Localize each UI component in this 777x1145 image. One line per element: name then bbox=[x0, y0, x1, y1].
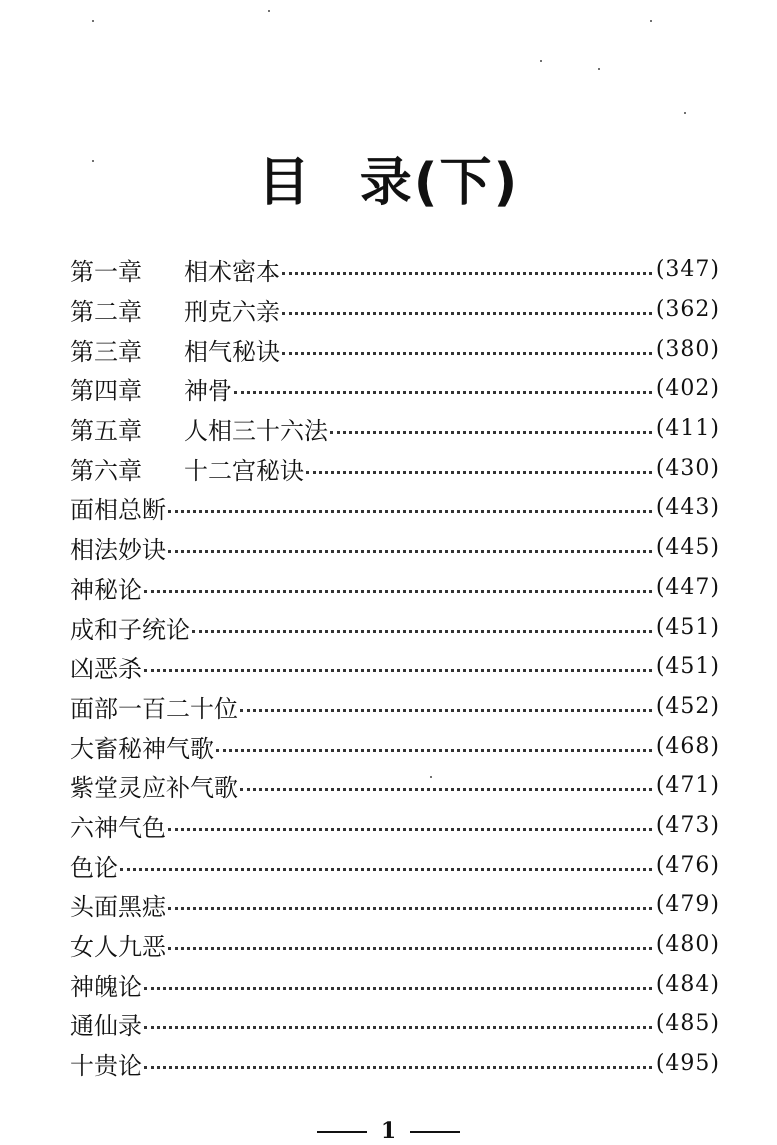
toc-entry-title: 凶恶杀 bbox=[70, 655, 142, 684]
toc-entry-title: 相法妙诀 bbox=[70, 536, 166, 565]
toc-entry-title: 神魄论 bbox=[70, 972, 142, 1001]
toc-entry[interactable] bbox=[70, 369, 720, 409]
toc-chapter-label: 第一章 bbox=[70, 258, 142, 287]
toc-dot-leader bbox=[306, 471, 652, 474]
scan-speck bbox=[540, 60, 542, 62]
toc-dot-leader bbox=[144, 669, 652, 672]
toc-dot-leader bbox=[120, 868, 652, 871]
toc-entry-title: 十贵论 bbox=[70, 1052, 142, 1081]
toc-page-number: (485) bbox=[655, 1011, 720, 1037]
toc-entry[interactable] bbox=[70, 925, 720, 965]
toc-chapter-label: 第五章 bbox=[70, 417, 142, 446]
toc-entry-title: 神骨 bbox=[184, 377, 232, 406]
toc-dot-leader bbox=[240, 788, 652, 791]
toc-page-number: (495) bbox=[655, 1051, 720, 1077]
toc-page-number: (479) bbox=[655, 892, 720, 918]
toc-dot-leader bbox=[234, 391, 652, 394]
title-main: 目 bbox=[257, 153, 312, 213]
toc-entry-title: 十二宫秘诀 bbox=[184, 456, 304, 485]
toc-chapter-label: 第六章 bbox=[70, 456, 142, 485]
toc-entry[interactable] bbox=[70, 885, 720, 925]
title-sub: 录(下) bbox=[359, 153, 520, 213]
table-of-contents bbox=[70, 250, 720, 1083]
toc-dot-leader bbox=[144, 987, 652, 990]
toc-entry[interactable] bbox=[70, 329, 720, 369]
toc-entry-title: 六神气色 bbox=[70, 813, 166, 842]
toc-page-number: (445) bbox=[655, 535, 720, 561]
toc-entry[interactable] bbox=[70, 528, 720, 568]
toc-page-number: (430) bbox=[655, 455, 720, 481]
toc-entry-title: 成和子统论 bbox=[70, 615, 190, 644]
toc-page-number: (452) bbox=[655, 693, 720, 719]
toc-entry[interactable] bbox=[70, 964, 720, 1004]
toc-entry-title: 紫堂灵应补气歌 bbox=[70, 774, 238, 803]
toc-dot-leader bbox=[144, 1026, 652, 1029]
toc-dot-leader bbox=[144, 1066, 652, 1069]
toc-entry[interactable] bbox=[70, 1004, 720, 1044]
page-title bbox=[0, 140, 777, 215]
page-footer bbox=[0, 1118, 777, 1144]
toc-entry[interactable] bbox=[70, 647, 720, 687]
toc-entry[interactable] bbox=[70, 409, 720, 449]
toc-page-number: (484) bbox=[655, 971, 720, 997]
toc-entry[interactable] bbox=[70, 488, 720, 528]
toc-entry-title: 通仙录 bbox=[70, 1012, 142, 1041]
toc-page-number: (443) bbox=[655, 495, 720, 521]
toc-entry-title: 神秘论 bbox=[70, 575, 142, 604]
toc-entry-title: 相术密本 bbox=[184, 258, 280, 287]
toc-entry[interactable] bbox=[70, 607, 720, 647]
toc-chapter-label: 第四章 bbox=[70, 377, 142, 406]
toc-page-number: (473) bbox=[655, 812, 720, 838]
toc-entry[interactable] bbox=[70, 766, 720, 806]
toc-page-number: (451) bbox=[655, 614, 720, 640]
toc-page-number: (411) bbox=[655, 416, 720, 442]
toc-page-number: (451) bbox=[655, 654, 720, 680]
toc-entry[interactable] bbox=[70, 1044, 720, 1084]
toc-dot-leader bbox=[168, 550, 652, 553]
toc-dot-leader bbox=[168, 510, 652, 513]
toc-page-number: (447) bbox=[655, 574, 720, 600]
toc-entry-title: 女人九恶 bbox=[70, 933, 166, 962]
page-number: 1 bbox=[380, 1118, 397, 1144]
toc-dot-leader bbox=[282, 312, 652, 315]
toc-chapter-label: 第二章 bbox=[70, 298, 142, 327]
toc-entry-title: 色论 bbox=[70, 853, 118, 882]
scan-speck bbox=[92, 20, 94, 22]
toc-dot-leader bbox=[282, 272, 652, 275]
scan-speck bbox=[268, 10, 270, 12]
toc-entry-title: 人相三十六法 bbox=[184, 417, 328, 446]
toc-entry[interactable] bbox=[70, 448, 720, 488]
scan-speck bbox=[598, 68, 600, 70]
toc-entry[interactable] bbox=[70, 726, 720, 766]
toc-entry-title: 大畜秘神气歌 bbox=[70, 734, 214, 763]
scan-speck bbox=[650, 20, 652, 22]
toc-dot-leader bbox=[192, 630, 652, 633]
toc-entry[interactable] bbox=[70, 250, 720, 290]
toc-entry[interactable] bbox=[70, 806, 720, 846]
footer-dash-right bbox=[410, 1131, 460, 1133]
toc-entry[interactable] bbox=[70, 687, 720, 727]
toc-page-number: (347) bbox=[655, 257, 720, 283]
toc-page-number: (468) bbox=[655, 733, 720, 759]
toc-dot-leader bbox=[144, 590, 652, 593]
toc-dot-leader bbox=[282, 352, 652, 355]
toc-entry-title: 刑克六亲 bbox=[184, 298, 280, 327]
toc-page-number: (380) bbox=[655, 336, 720, 362]
toc-entry[interactable] bbox=[70, 568, 720, 608]
toc-page-number: (362) bbox=[655, 297, 720, 323]
toc-entry-title: 面部一百二十位 bbox=[70, 694, 238, 723]
toc-entry-title: 面相总断 bbox=[70, 496, 166, 525]
toc-chapter-label: 第三章 bbox=[70, 337, 142, 366]
toc-dot-leader bbox=[240, 709, 652, 712]
toc-entry[interactable] bbox=[70, 845, 720, 885]
toc-entry-title: 头面黑痣 bbox=[70, 893, 166, 922]
toc-entry-title: 相气秘诀 bbox=[184, 337, 280, 366]
toc-entry[interactable] bbox=[70, 290, 720, 330]
toc-page-number: (402) bbox=[655, 376, 720, 402]
toc-dot-leader bbox=[168, 907, 652, 910]
scan-speck bbox=[684, 112, 686, 114]
footer-dash-left bbox=[317, 1131, 367, 1133]
toc-dot-leader bbox=[168, 828, 652, 831]
toc-page-number: (476) bbox=[655, 852, 720, 878]
toc-page-number: (471) bbox=[655, 773, 720, 799]
toc-dot-leader bbox=[168, 947, 652, 950]
toc-dot-leader bbox=[330, 431, 652, 434]
toc-dot-leader bbox=[216, 749, 652, 752]
toc-page-number: (480) bbox=[655, 932, 720, 958]
